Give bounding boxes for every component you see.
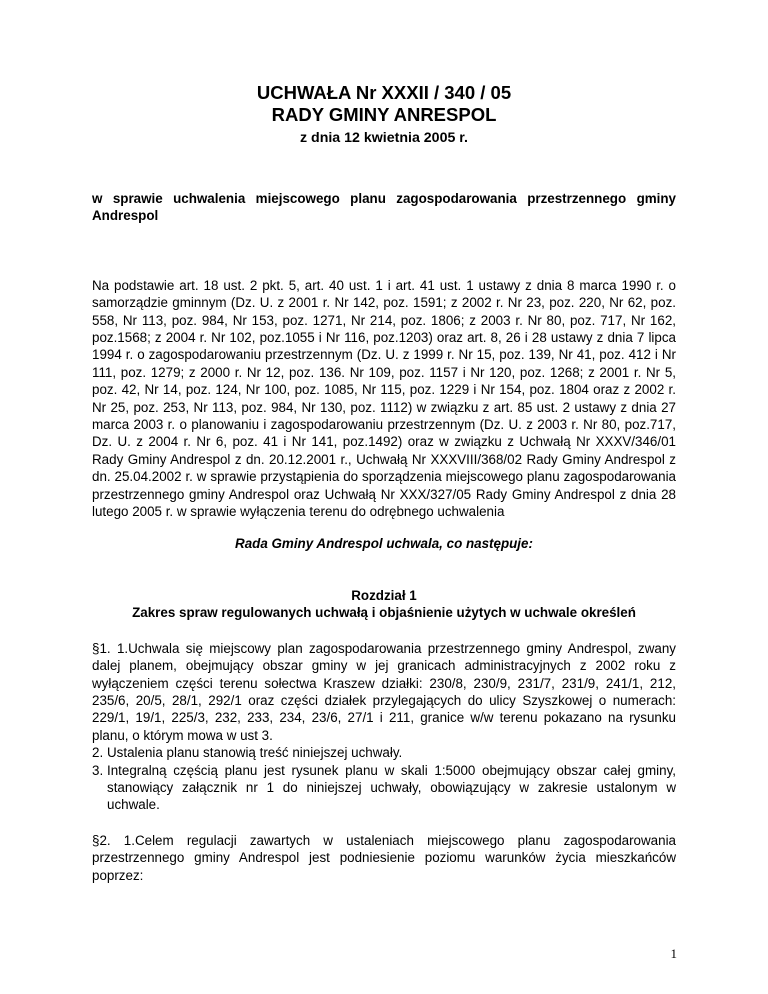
council-name: RADY GMINY ANRESPOL: [271, 104, 497, 125]
page-number: 1: [670, 946, 677, 961]
resolution-number: UCHWAŁA Nr XXXII / 340 / 05: [256, 82, 512, 103]
resolution-subject: w sprawie uchwalenia miejscowego planu zagospodarowania przestrzennego gminy Andrespol: [92, 191, 676, 224]
list-item-text: Integralną częścią planu jest rysunek planu w skali 1:5000 obejmujący obszar całej gminy, stanowiący załącznik nr 1 do niniejszej uchwały, obowiązujący w zakresie ustalonym w uchwale.: [107, 762, 676, 813]
chapter-heading: [92, 587, 676, 622]
list-item: [92, 762, 676, 814]
section-1: [92, 640, 676, 814]
document-page: [92, 78, 676, 884]
chapter-title: Zakres spraw regulowanych uchwałą i objaśnienie użytych w uchwale określeń: [132, 605, 636, 621]
resolution-date: z dnia 12 kwietnia 2005 r.: [300, 130, 468, 146]
resolution-header: [92, 82, 676, 148]
list-item-number: 2.: [92, 745, 104, 761]
list-item: [92, 744, 676, 761]
decree-statement: Rada Gminy Andrespol uchwala, co następuje:: [235, 535, 533, 551]
section-2-intro: §2. 1.Celem regulacji zawartych w ustaleniach miejscowego planu zagospodarowania przestrzennego gminy Andrespol jest podniesienie poziomu warunków życia mieszkańców poprzez:: [92, 832, 676, 883]
chapter-number: Rozdział 1: [351, 587, 417, 603]
section-1-items: [92, 744, 676, 814]
list-item-text: Ustalenia planu stanowią treść niniejszej uchwały.: [107, 745, 403, 761]
list-item-number: 3.: [92, 762, 104, 778]
legal-basis-paragraph: Na podstawie art. 18 ust. 2 pkt. 5, art. 40 ust. 1 i art. 41 ust. 1 ustawy z dnia 8 marca 1990 r. o samorządzie gminnym (Dz. U. z 2001 r. Nr 142, poz. 1591; z 2002 r. Nr 23, poz. 220, Nr 62, poz. 558, Nr 113, poz. 984, Nr 153, poz. 1271, Nr 214, poz. 1806; z 2003 r. Nr 80, poz. 717, Nr 162, poz.1568; z 2004 r. Nr 102, poz.1055 i Nr 116, poz.1203) oraz art. 8, 26 i 28 ustawy z dnia 7 lipca 1994 r. o zagospodarowaniu przestrzennym (Dz. U. z 1999 r. Nr 15, poz. 139, Nr 41, poz. 412 i Nr 111, poz. 1279; z 2000 r. Nr 12, poz. 136. Nr 109, poz. 1157 i Nr 120, poz. 1268; z 2001 r. Nr 5, poz. 42, Nr 14, poz. 124, Nr 100, poz. 1085, Nr 115, poz. 1229 i Nr 154, poz. 1804 oraz z 2002 r. Nr 25, poz. 253, Nr 113, poz. 984, Nr 130, poz. 1112) w związku z art. 85 ust. 2 ustawy z dnia 27 marca 2003 r. o planowaniu i zagospodarowaniu przestrzennym (Dz. U. z 2003 r. Nr 80, poz.717, Dz. U. z 2004 r. Nr 6, poz. 41 i Nr 141, poz.1492) oraz w związku z Uchwałą Nr XXXV/346/01 Rady Gminy Andrespol z dn. 20.12.2001 r., Uchwałą Nr XXXVIII/368/02 Rady Gminy Andrespol z dn. 25.04.2002 r. w sprawie przystąpienia do sporządzenia miejscowego planu zagospodarowania przestrzennego gminy Andrespol oraz Uchwałą Nr XXX/327/05 Rady Gminy Andrespol z dnia 28 lutego 2005 r. w sprawie wyłączenia terenu do odrębnego uchwalenia: [92, 277, 676, 520]
section-1-intro: §1. 1.Uchwala się miejscowy plan zagospodarowania przestrzennego gminy Andrespol, zwany dalej planem, obejmujący obszar gminy w jej granicach administracyjnych z 2002 roku z wyłączeniem części terenu sołectwa Kraszew działki: 230/8, 230/9, 231/7, 231/9, 241/1, 212, 235/6, 20/5, 28/1, 292/1 oraz części działek przylegających do ulicy Szyszkowej o numerach: 229/1, 19/1, 225/3, 232, 233, 234, 23/6, 27/1 i 211, granice w/w terenu pokazano na rysunku planu, o którym mowa w ust 3.: [92, 640, 676, 743]
